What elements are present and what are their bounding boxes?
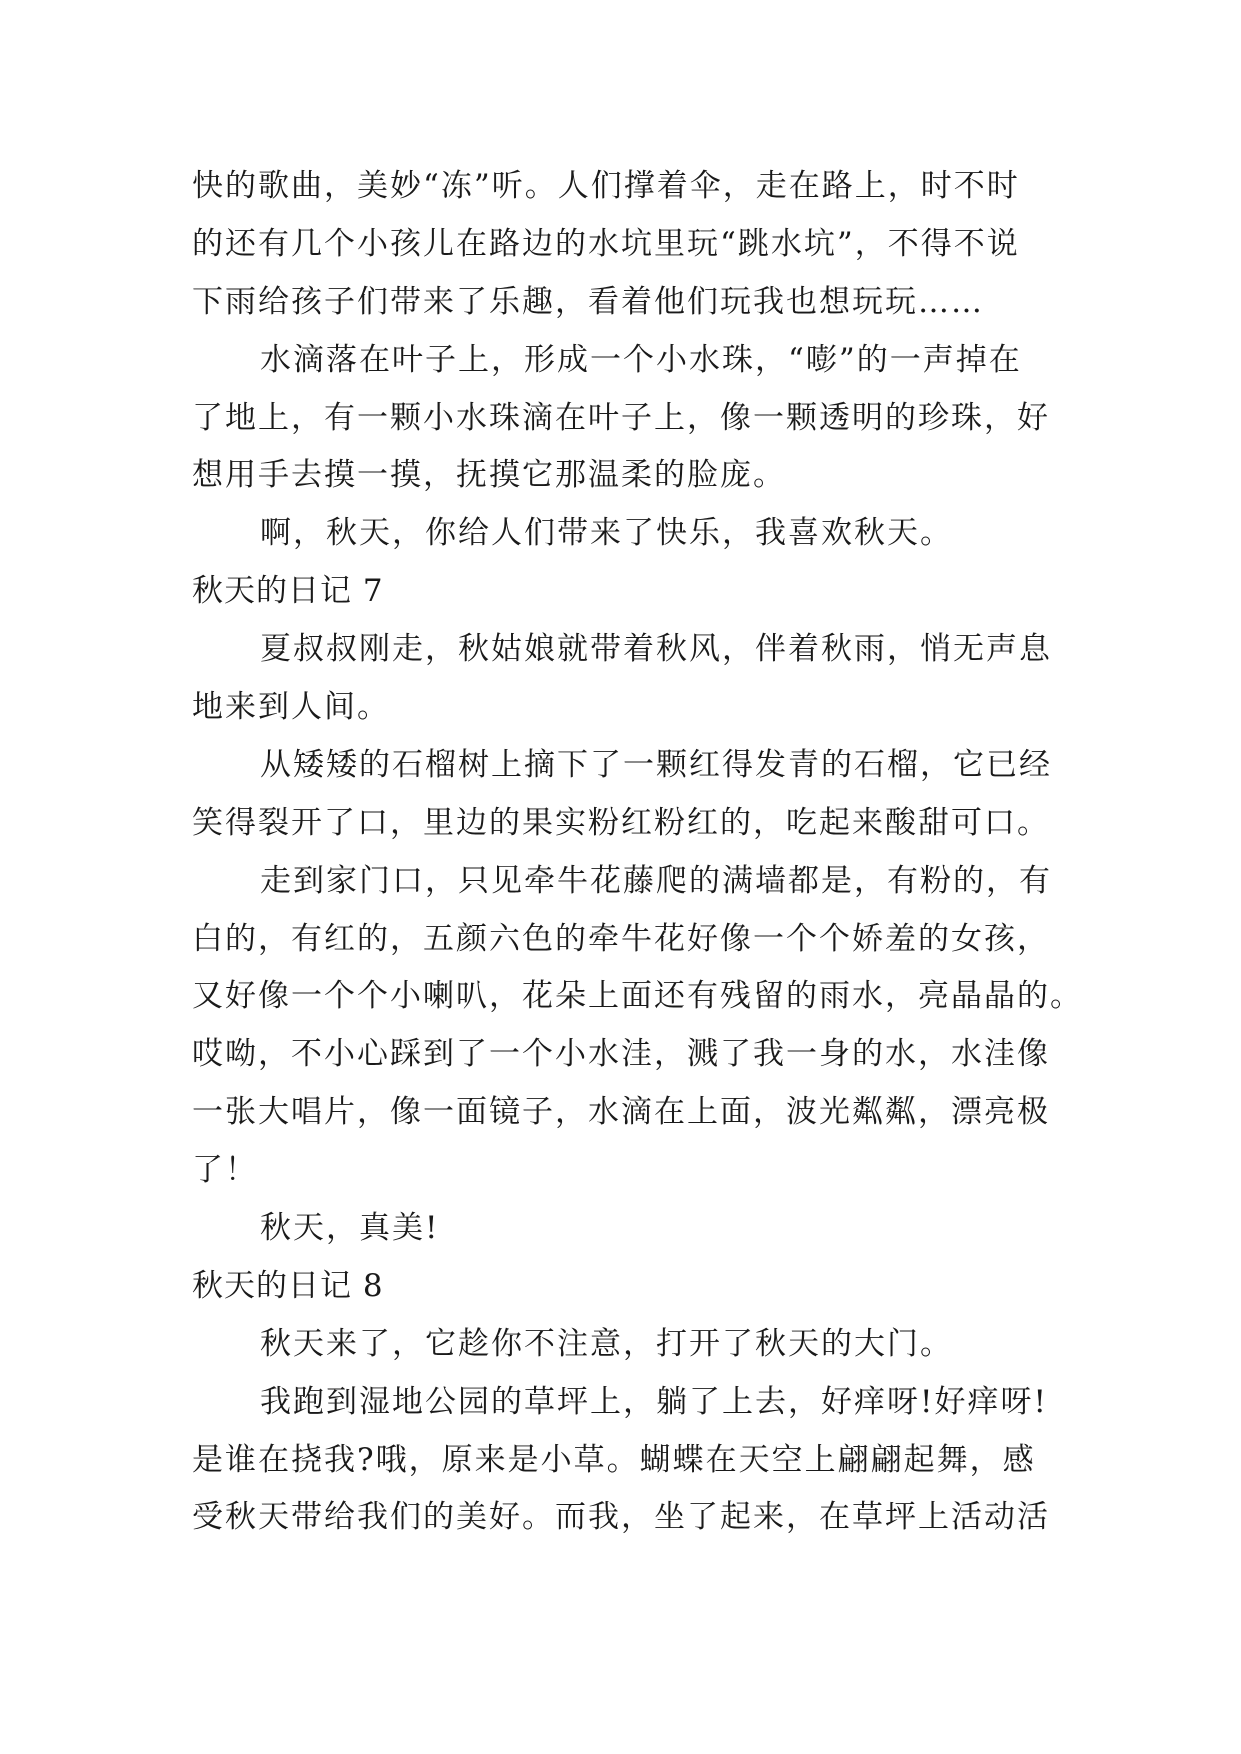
paragraph-start: 我跑到湿地公园的草坪上，躺了上去，好痒呀!好痒呀! xyxy=(260,1383,1048,1420)
paragraph-start: 啊，秋天，你给人们带来了快乐，我喜欢秋天。 xyxy=(260,515,953,552)
body-line: 下雨给孩子们带来了乐趣，看着他们玩我也想玩玩…… xyxy=(192,283,984,320)
section-heading-diary-8: 秋天的日记 8 xyxy=(192,1267,384,1304)
body-line: 地来到人间。 xyxy=(192,689,390,726)
body-line: 了！ xyxy=(192,1152,258,1189)
body-line: 又好像一个个小喇叭，花朵上面还有残留的雨水，亮晶晶的。 xyxy=(192,978,1083,1015)
section-heading-diary-7: 秋天的日记 7 xyxy=(192,573,384,610)
body-line: 是谁在挠我?哦，原来是小草。蝴蝶在天空上翩翩起舞，感 xyxy=(192,1441,1036,1478)
body-line: 受秋天带给我们的美好。而我，坐了起来，在草坪上活动活 xyxy=(192,1499,1050,1536)
paragraph-start: 走到家门口，只见牵牛花藤爬的满墙都是，有粉的，有 xyxy=(260,862,1052,899)
body-line: 快的歌曲，美妙“冻”听。人们撑着伞，走在路上，时不时 xyxy=(192,168,1020,204)
paragraph-start: 水滴落在叶子上，形成一个小水珠，“嘭”的一声掉在 xyxy=(260,341,1022,378)
body-line: 白的，有红的，五颜六色的牵牛花好像一个个娇羞的女孩， xyxy=(192,920,1050,957)
body-line: 哎呦，不小心踩到了一个小水洼，溅了我一身的水，水洼像 xyxy=(192,1036,1050,1073)
body-line: 一张大唱片，像一面镜子，水滴在上面，波光粼粼，漂亮极 xyxy=(192,1094,1050,1131)
body-line: 了地上，有一颗小水珠滴在叶子上，像一颗透明的珍珠，好 xyxy=(192,399,1050,436)
paragraph-start: 秋天，真美! xyxy=(260,1210,440,1247)
body-line: 的还有几个小孩儿在路边的水坑里玩“跳水坑”，不得不说 xyxy=(192,225,1020,262)
body-line: 想用手去摸一摸，抚摸它那温柔的脸庞。 xyxy=(192,457,786,494)
paragraph-start: 从矮矮的石榴树上摘下了一颗红得发青的石榴，它已经 xyxy=(260,746,1052,783)
paragraph-start: 秋天来了，它趁你不注意，打开了秋天的大门。 xyxy=(260,1325,953,1362)
document-body xyxy=(192,158,1083,1547)
paragraph-start: 夏叔叔刚走，秋姑娘就带着秋风，伴着秋雨，悄无声息 xyxy=(260,631,1052,668)
body-line: 笑得裂开了口，里边的果实粉红粉红的，吃起来酸甜可口。 xyxy=(192,804,1050,841)
